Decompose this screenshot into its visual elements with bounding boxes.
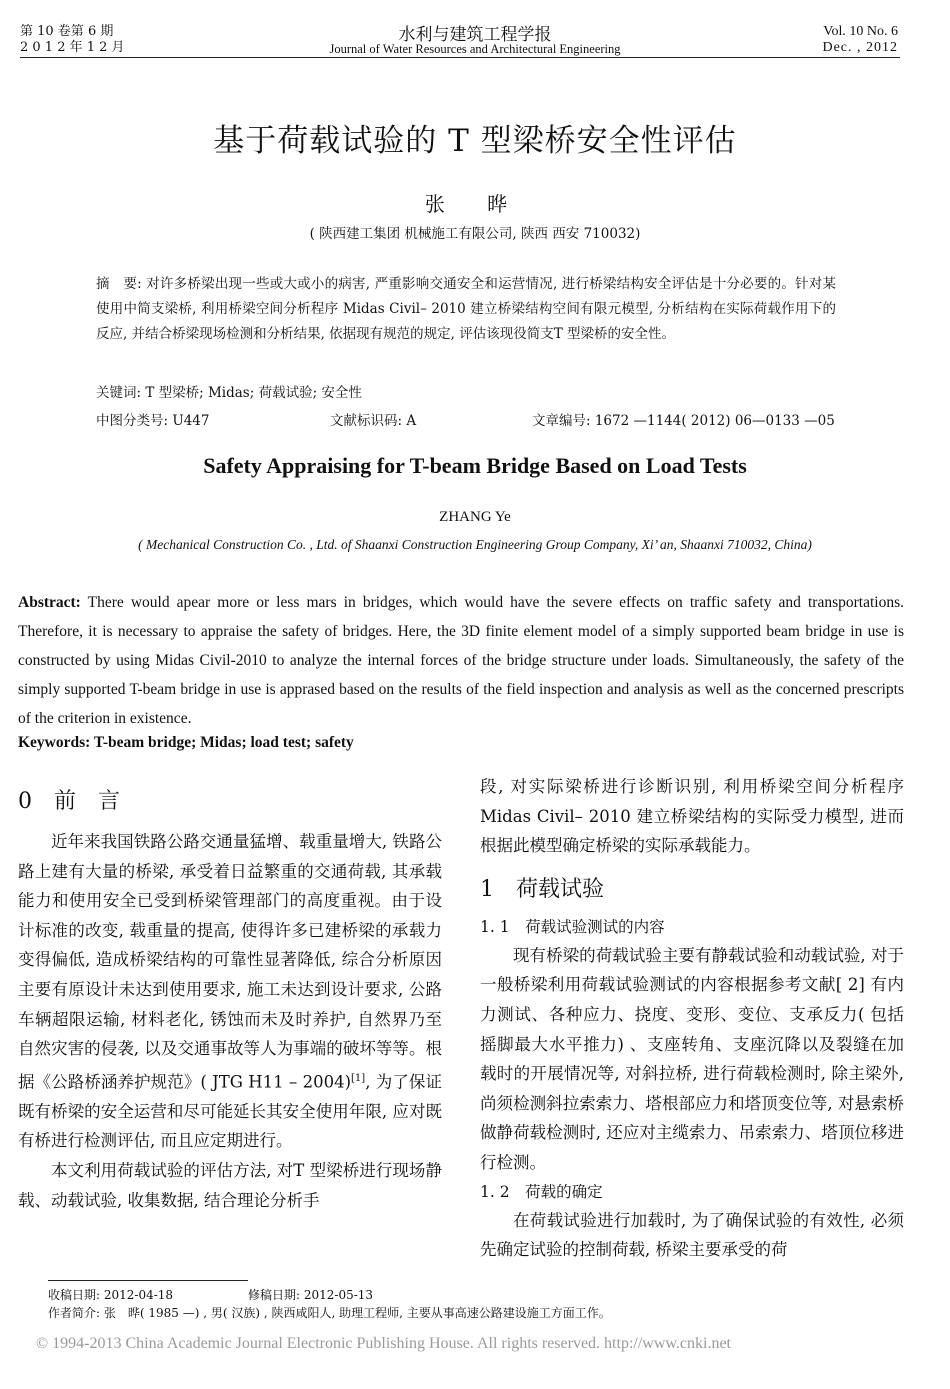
citation-ref-1: [1] (351, 1072, 366, 1084)
paragraph-intro-b: , 为了保证既有桥梁的安全运营和尽可能延长其安全使用年限, 应对既有桥进行检测评估, 而且应定期进行。 (18, 1072, 443, 1151)
affiliation-en: ( Mechanical Construction Co. , Ltd. of Shaanxi Construction Engineering Group Company, Xi’ an, Shaanxi 710032, China) (138, 537, 812, 552)
subsection-1-2-title: 1. 2 荷载的确定 (480, 1182, 603, 1201)
subsection-1-1-title: 1. 1 荷载试验测试的内容 (480, 917, 665, 936)
paper-title-cn: 基于荷载试验的 T 型梁桥安全性评估 (213, 123, 737, 159)
footnote-rule (48, 1280, 248, 1281)
paragraph-load-determination: 在荷载试验进行加载时, 为了确保试验的有效性, 必须先确定试验的控制荷载, 桥梁主要承受的荷 (480, 1210, 904, 1260)
issue-volume-en: Vol. 10 No. 6 (823, 24, 898, 39)
journal-title-cn: 水利与建筑工程学报 (398, 25, 552, 45)
paragraph-method: 本文利用荷载试验的评估方法, 对T 型梁桥进行现场静载、动载试验, 收集数据, 结合理论分析手 (18, 1161, 442, 1210)
abstract-en-label: Abstract: (18, 594, 81, 611)
document-code: 文献标识码: A (330, 413, 417, 429)
author-cn: 张 晔 (424, 192, 526, 216)
section-1-title: 1 荷载试验 (480, 876, 604, 902)
keywords-en: Keywords: T-beam bridge; Midas; load test; safety (18, 734, 354, 751)
clc-number: 中图分类号: U447 (96, 413, 210, 429)
received-date: 收稿日期: 2012-04-18 (48, 1288, 174, 1302)
header-rule (20, 57, 900, 58)
author-bio: 作者简介: 张 晔( 1985 —) , 男( 汉族) , 陕西咸阳人, 助理工程师, 主要从事高速公路建设施工方面工作。 (48, 1306, 611, 1320)
issue-date-cn: 2 0 1 2 年 1 2 月 (20, 40, 125, 55)
abstract-en (18, 588, 904, 733)
issue-date-en: Dec. , 2012 (822, 40, 898, 55)
issue-volume-cn: 第 10 卷第 6 期 (20, 24, 114, 39)
paragraph-intro (18, 827, 442, 1156)
paragraph-continued: 段, 对实际梁桥进行诊断识别, 利用桥梁空间分析程序 Midas Civil– 2010 建立桥梁结构的实际受力模型, 进而根据此模型确定桥梁的实际承载能力。 (480, 777, 904, 856)
section-0-title: 0 前 言 (18, 789, 120, 814)
left-column (18, 787, 442, 1215)
paragraph-intro-a: 近年来我国铁路公路交通量猛增、载重量增大, 铁路公路上建有大量的桥梁, 承受着日益繁重的交通荷载, 其承载能力和使用安全已受到桥梁管理部门的高度重视。由于设计标准的改变, 载重量的提高, 使得许多已建桥梁的承载力变得偏低, 造成桥梁结构的可靠性显著降低, 综合分析原因主要有原设计未达到使用要求, 施工未达到设计要求, 公路车辆超限运输, 材料老化, 锈蚀而未及时养护, 自然界乃至自然灾害的侵袭, 以及交通事故等人为事端的破坏等等。根据《公路桥涵养护规范》( JTG H11 – 2004) (18, 832, 442, 1092)
author-en: ZHANG Ye (439, 509, 511, 525)
abstract-en-text: There would apear more or less mars in bridges, which would have the severe effects on traffic safety and transportations. Therefore, it is necessary to appraise the safety of bridges. Here, the 3D finite element model of a simply supported beam bridge in use is constructed by using Midas Civil-2010 to analyze the internal forces of the bridge structure under loads. Simultaneously, the safety of the simply supported T-beam bridge in use is apprased based on the results of the field inspection and analysis as well as the concerned prescripts of the criterion in existence. (18, 594, 904, 727)
revised-date: 修稿日期: 2012-05-13 (248, 1288, 374, 1302)
abstract-cn: 摘 要: 对许多桥梁出现一些或大或小的病害, 严重影响交通安全和运营情况, 进行桥梁结构安全评估是十分必要的。针对某使用中简支梁桥, 利用桥梁空间分析程序 Midas Civil– 2010 建立桥梁结构空间有限元模型, 分析结构在实际荷载作用下的反应, 并结合桥梁现场检测和分析结果, 依据现有规范的规定, 评估该现役简支T 型梁桥的安全性。 (96, 276, 836, 342)
affiliation-cn: ( 陕西建工集团 机械施工有限公司, 陕西 西安 710032) (309, 226, 641, 242)
paragraph-test-content: 现有桥梁的荷载试验主要有静载试验和动载试验, 对于一般桥梁利用荷载试验测试的内容根据参考文献[ 2] 有内力测试、各种应力、挠度、变形、变位、支承反力( 包括摇脚最大水平推力) 、支座转角、支座沉降以及裂缝在加载时的开展情况等, 对斜拉桥, 进行荷载检测时, 除主梁外, 尚须检测斜拉索索力、塔根部应力和塔顶变位等, 对悬索桥做静荷载检测时, 还应对主缆索力、吊索索力、塔顶位移进行检测。 (480, 945, 904, 1172)
keywords-cn: 关键词: T 型梁桥; Midas; 荷载试验; 安全性 (96, 385, 362, 401)
paper-title-en: Safety Appraising for T-beam Bridge Based on Load Tests (203, 453, 747, 478)
right-column (480, 772, 904, 1265)
copyright-line: © 1994-2013 China Academic Journal Electronic Publishing House. All rights reserved. http://www.cnki.net (36, 1335, 731, 1352)
journal-title-en: Journal of Water Resources and Architectural Engineering (329, 42, 621, 56)
article-number: 文章编号: 1672 —1144( 2012) 06—0133 —05 (532, 413, 835, 429)
